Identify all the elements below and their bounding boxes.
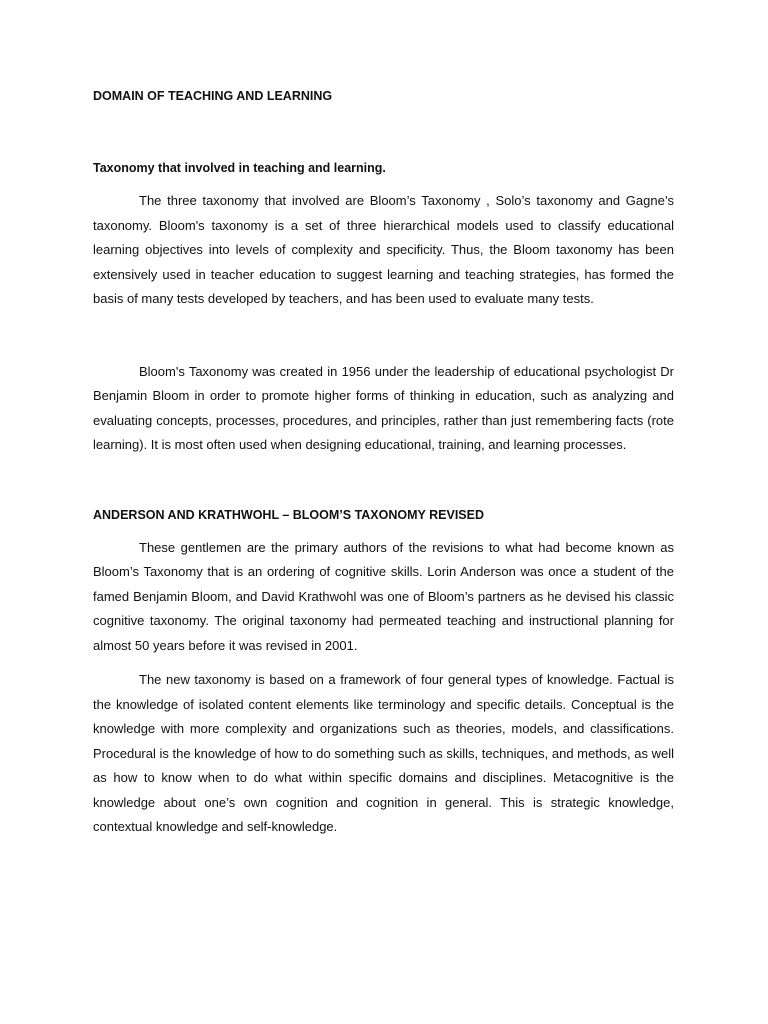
paragraph-authors: These gentlemen are the primary authors of the revisions to what had become known as Bloom’s Taxonomy that is an ordering of cognitive skills. Lorin Anderson was once a student of the famed Benjamin Bloom, and David Krathwohl was one of Bloom’s partners as he devised his classic cognitive taxonomy. The original taxonomy had permeated teaching and instructional planning for almost 50 years before it was revised in 2001. [93, 539, 674, 653]
paragraph-taxonomies: The three taxonomy that involved are Bloom’s Taxonomy , Solo’s taxonomy and Gagne’s taxonomy. Bloom's taxonomy is a set of three hierarchical models used to classify educational learning objectives into levels of complexity and specificity. Thus, the Bloom taxonomy has been extensively used in teacher education to suggest learning and teaching strategies, has formed the basis of many tests developed by teachers, and has been used to evaluate many tests. [93, 193, 674, 306]
section-heading-revised: ANDERSON AND KRATHWOHL – BLOOM’S TAXONOMY REVISED [93, 507, 484, 522]
paragraph-knowledge-types: The new taxonomy is based on a framework of four general types of knowledge. Factual is the knowledge of isolated content elements like terminology and specific details. Conceptual is the knowledge with more complexity and organizations such as theories, models, and classifications. Procedural is the knowledge of how to do something such as skills, techniques, and methods, as well as how to know when to do what within specific domains and disciplines. Metacognitive is the knowledge about one’s own cognition and cognition in general. This is strategic knowledge, contextual knowledge and self-knowledge. [93, 672, 674, 834]
document-body [93, 87, 674, 840]
subheading: Taxonomy that involved in teaching and learning. [93, 161, 386, 175]
paragraph-bloom-history: Bloom's Taxonomy was created in 1956 under the leadership of educational psychologist Dr Benjamin Bloom in order to promote higher forms of thinking in education, such as analyzing and evaluating concepts, processes, procedures, and principles, rather than just remembering facts (rote learning). It is most often used when designing educational, training, and learning processes. [93, 363, 674, 452]
document-title: DOMAIN OF TEACHING AND LEARNING [93, 89, 333, 103]
